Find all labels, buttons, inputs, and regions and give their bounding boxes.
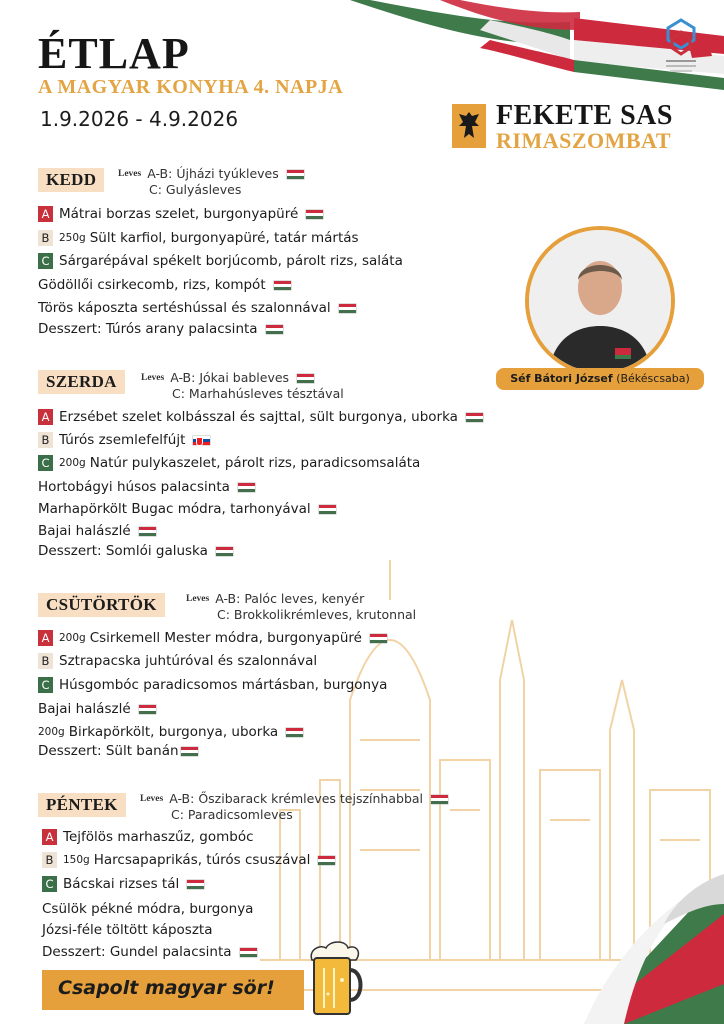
menu-item	[38, 409, 483, 425]
item-text: Sztrapacska juhtúróval és szalonnával	[59, 653, 318, 669]
item-weight: 200g	[59, 632, 86, 644]
badge-c: C	[38, 253, 53, 269]
hungarian-flag-icon	[318, 856, 335, 865]
hungarian-flag-icon	[238, 483, 255, 492]
beer-mug-icon	[306, 940, 364, 1018]
menu-item	[38, 479, 255, 495]
item-text: Hortobágyi húsos palacsinta	[38, 479, 230, 495]
soup-kedd	[118, 166, 304, 198]
hungarian-flag-icon	[240, 948, 257, 957]
badge-c: C	[42, 876, 57, 892]
item-text: Sárgarépával spékelt borjúcomb, párolt rizs, saláta	[59, 253, 403, 269]
soup-line-1: A-B: Jókai bableves	[170, 370, 290, 385]
menu-item	[38, 677, 387, 693]
soup-line-1: A-B: Őszibarack krémleves tejszínhabbal	[169, 791, 424, 806]
chef-portrait-icon	[529, 230, 671, 372]
menu-item	[42, 852, 335, 868]
item-text: Bácskai rizses tál	[63, 876, 180, 892]
dessert-item	[38, 543, 233, 559]
hungarian-flag-icon	[266, 325, 283, 334]
hungarian-flag-icon	[187, 880, 204, 889]
menu-item	[38, 277, 291, 293]
soup-line-2: C: Paradicsomleves	[171, 807, 293, 822]
soup-line-1: A-B: Újházi tyúkleves	[147, 166, 279, 181]
item-text: Tejfölös marhaszűz, gombóc	[63, 829, 254, 845]
item-text: Natúr pulykaszelet, párolt rizs, paradicsomsaláta	[89, 455, 421, 471]
soup-label: Leves	[118, 169, 142, 179]
item-text: Desszert: Gundel palacsinta	[42, 944, 232, 960]
menu-item	[38, 253, 403, 269]
dessert-item	[38, 321, 283, 337]
hungarian-flag-icon	[306, 210, 323, 219]
badge-b: B	[38, 230, 53, 246]
menu-item	[42, 922, 213, 938]
hungarian-flag-icon	[287, 170, 304, 179]
item-text: Desszert: Túrós arany palacsinta	[38, 321, 258, 337]
hungarian-flag-icon	[139, 527, 156, 536]
item-text: Desszert: Sült banán	[38, 743, 179, 759]
chef-origin: (Békéscsaba)	[616, 372, 690, 385]
badge-b: B	[42, 852, 57, 868]
item-weight: 150g	[63, 854, 90, 866]
chef-name: Séf Bátori József	[510, 372, 613, 385]
badge-b: B	[38, 653, 53, 669]
beer-banner-text: Csapolt magyar sör!	[58, 977, 275, 999]
hungarian-flag-icon	[339, 304, 356, 313]
item-text: Csülök pékné módra, burgonya	[42, 901, 254, 917]
soup-label: Leves	[140, 794, 164, 804]
badge-a: A	[38, 206, 53, 222]
item-text: Túrós zsemlefelfújt	[59, 432, 186, 448]
item-text: Józsi-féle töltött káposzta	[42, 922, 213, 938]
item-text: Erzsébet szelet kolbásszal és sajttal, sült burgonya, uborka	[59, 409, 458, 425]
soup-line-2: C: Gulyásleves	[149, 182, 242, 197]
soup-line-2: C: Marhahúsleves tésztával	[172, 386, 344, 401]
hungarian-flag-icon	[319, 505, 336, 514]
chef-photo	[525, 226, 675, 376]
brand-name: FEKETE SAS	[496, 100, 673, 131]
item-weight: 200g	[38, 726, 65, 738]
menu-item	[42, 876, 204, 892]
page-title: ÉTLAP	[38, 29, 190, 78]
beer-banner	[42, 970, 304, 1010]
brand-city: RIMASZOMBAT	[496, 128, 671, 153]
item-text: Marhapörkölt Bugac módra, tarhonyával	[38, 501, 311, 517]
dessert-item	[42, 944, 257, 960]
item-text: Bajai halászlé	[38, 523, 131, 539]
item-text: Desszert: Somlói galuska	[38, 543, 208, 559]
item-weight: 250g	[59, 232, 86, 244]
item-text: Mátrai borzas szelet, burgonyapüré	[59, 206, 299, 222]
menu-item	[38, 701, 156, 717]
date-range: 1.9.2026 - 4.9.2026	[40, 107, 239, 131]
menu-item	[38, 653, 317, 669]
hungarian-flag-icon	[274, 281, 291, 290]
item-text: Sült karfiol, burgonyapüré, tatár mártás	[89, 230, 359, 246]
soup-csutortok	[186, 591, 416, 623]
menu-item	[38, 432, 210, 448]
day-header-szerda: SZERDA	[38, 370, 125, 394]
hungarian-flag-icon	[297, 374, 314, 383]
soup-line-1: A-B: Palóc leves, kenyér	[215, 591, 365, 606]
badge-a: A	[38, 630, 53, 646]
item-text: Húsgombóc paradicsomos mártásban, burgonya	[59, 677, 388, 693]
item-text: Gödöllői csirkecomb, rizs, kompót	[38, 277, 266, 293]
menu-item	[38, 523, 156, 539]
soup-pentek	[140, 791, 448, 823]
item-text: Harcsapaprikás, túrós csuszával	[93, 852, 311, 868]
menu-item	[38, 724, 303, 740]
badge-b: B	[38, 432, 53, 448]
soup-szerda	[141, 370, 344, 402]
soup-label: Leves	[141, 373, 165, 383]
soup-label: Leves	[186, 594, 210, 604]
menu-item	[38, 501, 336, 517]
page-subtitle: A MAGYAR KONYHA 4. NAPJA	[38, 76, 344, 98]
hungarian-flag-icon	[139, 705, 156, 714]
item-text: Bajai halászlé	[38, 701, 131, 717]
organization-logo-icon	[664, 18, 698, 76]
hungarian-flag-icon	[466, 413, 483, 422]
menu-item	[42, 901, 253, 917]
badge-c: C	[38, 455, 53, 471]
eagle-icon	[452, 104, 486, 148]
slovak-flag-icon	[193, 436, 210, 445]
restaurant-brand	[452, 100, 692, 153]
menu-item	[38, 630, 387, 646]
menu-item	[38, 455, 420, 471]
item-text: Birkapörkölt, burgonya, uborka	[68, 724, 279, 740]
hungarian-flag-icon	[216, 547, 233, 556]
menu-item	[42, 829, 254, 845]
chef-caption	[496, 368, 704, 390]
badge-c: C	[38, 677, 53, 693]
item-weight: 200g	[59, 457, 86, 469]
menu-item	[38, 230, 359, 246]
menu-item	[38, 206, 323, 222]
badge-a: A	[42, 829, 57, 845]
page-curl-decoration	[584, 874, 724, 1024]
menu-item	[38, 300, 356, 316]
badge-a: A	[38, 409, 53, 425]
day-header-pentek: PÉNTEK	[38, 793, 126, 817]
day-header-csutortok: CSÜTÖRTÖK	[38, 593, 165, 617]
item-text: Törös káposzta sertéshússal és szalonnával	[38, 300, 331, 316]
soup-line-2: C: Brokkolikrémleves, krutonnal	[217, 607, 417, 622]
hungarian-flag-icon	[181, 747, 198, 756]
hungarian-flag-icon	[431, 795, 448, 804]
hungarian-flag-icon	[286, 728, 303, 737]
day-header-kedd: KEDD	[38, 168, 104, 192]
hungarian-flag-icon	[370, 634, 387, 643]
brand-logo-box	[452, 104, 486, 148]
dessert-item	[38, 743, 198, 759]
item-text: Csirkemell Mester módra, burgonyapüré	[89, 630, 362, 646]
